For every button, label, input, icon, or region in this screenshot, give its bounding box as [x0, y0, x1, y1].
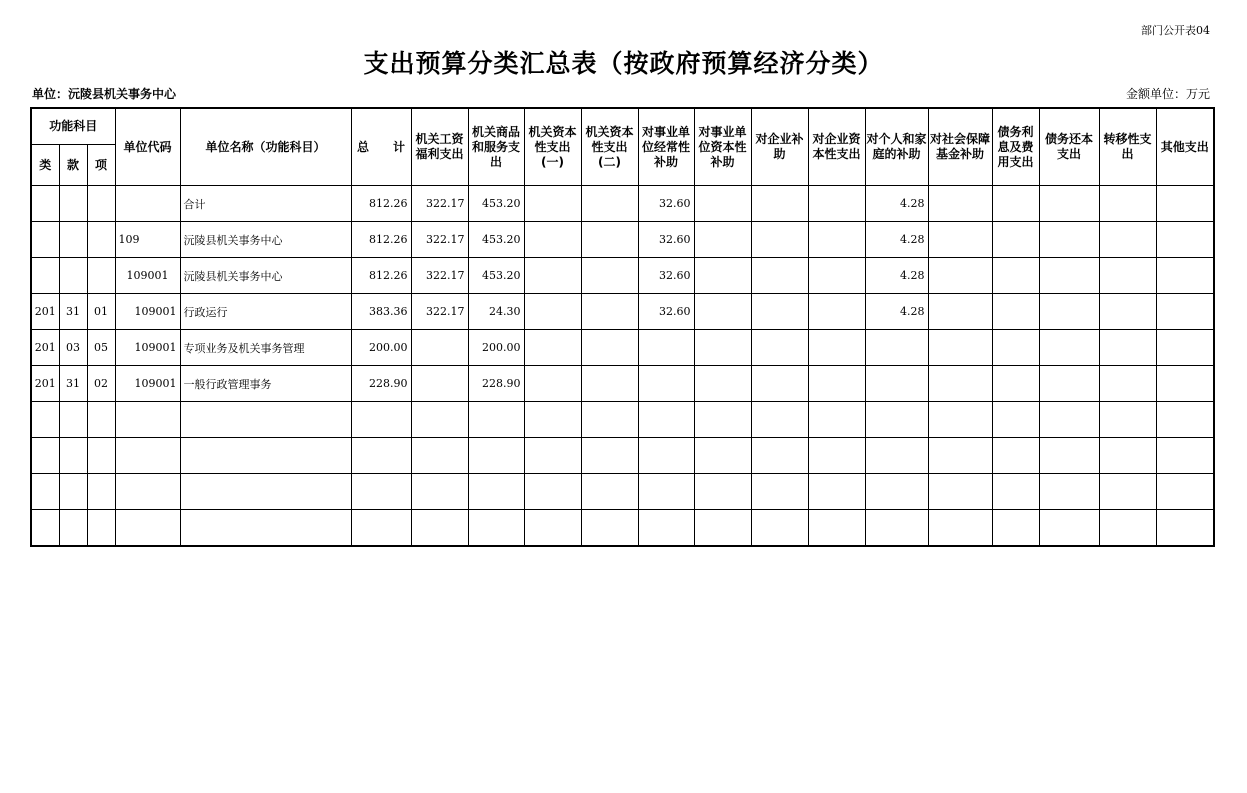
empty-cell — [581, 438, 638, 474]
empty-cell — [524, 474, 581, 510]
header-c14: 其他支出 — [1156, 108, 1214, 186]
cell-c1: 322.17 — [411, 294, 468, 330]
cell-name: 合计 — [180, 186, 351, 222]
cell-c13 — [1099, 186, 1156, 222]
cell-c11 — [992, 258, 1039, 294]
cell-kuan: 31 — [59, 294, 87, 330]
cell-c8 — [808, 366, 865, 402]
budget-table — [30, 107, 1215, 547]
cell-c7 — [751, 366, 808, 402]
cell-c6 — [694, 366, 751, 402]
table-row — [31, 366, 1214, 402]
cell-c7 — [751, 330, 808, 366]
cell-lei: 201 — [31, 330, 59, 366]
empty-row — [31, 438, 1214, 474]
empty-cell — [928, 474, 992, 510]
cell-code: 109001 — [115, 258, 180, 294]
header-xiang: 项 — [87, 145, 115, 186]
cell-c10 — [928, 366, 992, 402]
table-row — [31, 330, 1214, 366]
cell-c1: 322.17 — [411, 222, 468, 258]
empty-cell — [1039, 510, 1099, 547]
cell-c3 — [524, 186, 581, 222]
cell-lei — [31, 258, 59, 294]
header-c8: 对企业资本性支出 — [808, 108, 865, 186]
cell-c7 — [751, 258, 808, 294]
empty-cell — [638, 438, 694, 474]
empty-cell — [694, 402, 751, 438]
cell-c8 — [808, 258, 865, 294]
cell-code: 109001 — [115, 366, 180, 402]
cell-code: 109 — [115, 222, 180, 258]
header-c1: 机关工资福利支出 — [411, 108, 468, 186]
empty-cell — [808, 402, 865, 438]
empty-cell — [31, 510, 59, 547]
header-c13: 转移性支出 — [1099, 108, 1156, 186]
cell-xiang: 05 — [87, 330, 115, 366]
cell-c12 — [1039, 366, 1099, 402]
cell-c10 — [928, 330, 992, 366]
empty-cell — [1156, 402, 1214, 438]
cell-total: 228.90 — [351, 366, 411, 402]
cell-c12 — [1039, 258, 1099, 294]
unit-label: 单位：沅陵县机关事务中心 — [32, 87, 177, 101]
empty-cell — [411, 402, 468, 438]
cell-c4 — [581, 366, 638, 402]
header-func-subject: 功能科目 — [31, 108, 115, 145]
cell-c14 — [1156, 330, 1214, 366]
cell-total: 383.36 — [351, 294, 411, 330]
cell-c4 — [581, 330, 638, 366]
empty-cell — [694, 474, 751, 510]
empty-cell — [115, 402, 180, 438]
empty-cell — [992, 474, 1039, 510]
empty-cell — [638, 474, 694, 510]
empty-cell — [928, 510, 992, 547]
cell-c10 — [928, 258, 992, 294]
empty-cell — [581, 474, 638, 510]
empty-cell — [694, 438, 751, 474]
empty-cell — [351, 510, 411, 547]
empty-cell — [115, 510, 180, 547]
empty-cell — [87, 438, 115, 474]
table-row — [31, 258, 1214, 294]
empty-cell — [524, 402, 581, 438]
cell-c6 — [694, 294, 751, 330]
cell-c12 — [1039, 186, 1099, 222]
table-row — [31, 294, 1214, 330]
cell-c14 — [1156, 294, 1214, 330]
empty-cell — [694, 510, 751, 547]
empty-cell — [992, 510, 1039, 547]
cell-c7 — [751, 294, 808, 330]
empty-cell — [1156, 474, 1214, 510]
empty-cell — [87, 474, 115, 510]
cell-c11 — [992, 330, 1039, 366]
cell-c1: 322.17 — [411, 258, 468, 294]
empty-cell — [115, 438, 180, 474]
cell-code — [115, 186, 180, 222]
cell-c8 — [808, 294, 865, 330]
cell-c3 — [524, 258, 581, 294]
cell-c9: 4.28 — [865, 258, 928, 294]
header-kuan: 款 — [59, 145, 87, 186]
empty-cell — [1099, 438, 1156, 474]
cell-xiang: 01 — [87, 294, 115, 330]
cell-c1 — [411, 330, 468, 366]
cell-c11 — [992, 186, 1039, 222]
cell-c13 — [1099, 258, 1156, 294]
cell-c9: 4.28 — [865, 186, 928, 222]
header-c5: 对事业单位经常性补助 — [638, 108, 694, 186]
empty-cell — [180, 438, 351, 474]
cell-kuan — [59, 222, 87, 258]
empty-cell — [411, 510, 468, 547]
empty-cell — [59, 510, 87, 547]
empty-cell — [865, 438, 928, 474]
header-total: 总 计 — [351, 108, 411, 186]
empty-cell — [751, 510, 808, 547]
empty-cell — [411, 438, 468, 474]
cell-total: 200.00 — [351, 330, 411, 366]
cell-c3 — [524, 294, 581, 330]
cell-c10 — [928, 222, 992, 258]
cell-c9: 4.28 — [865, 222, 928, 258]
header-unit-code: 单位代码 — [115, 108, 180, 186]
cell-c6 — [694, 222, 751, 258]
empty-cell — [1039, 402, 1099, 438]
cell-c14 — [1156, 186, 1214, 222]
empty-cell — [180, 510, 351, 547]
cell-c4 — [581, 294, 638, 330]
empty-cell — [524, 510, 581, 547]
cell-c3 — [524, 330, 581, 366]
cell-c7 — [751, 186, 808, 222]
cell-c14 — [1156, 366, 1214, 402]
cell-c13 — [1099, 294, 1156, 330]
cell-c9 — [865, 366, 928, 402]
empty-cell — [808, 438, 865, 474]
cell-xiang — [87, 186, 115, 222]
empty-cell — [180, 402, 351, 438]
header-c2: 机关商品和服务支出 — [468, 108, 524, 186]
cell-xiang: 02 — [87, 366, 115, 402]
cell-c8 — [808, 330, 865, 366]
cell-xiang — [87, 258, 115, 294]
empty-cell — [751, 438, 808, 474]
empty-cell — [581, 510, 638, 547]
empty-cell — [87, 402, 115, 438]
cell-c3 — [524, 366, 581, 402]
empty-cell — [87, 510, 115, 547]
cell-c14 — [1156, 222, 1214, 258]
header-c4: 机关资本性支出(二) — [581, 108, 638, 186]
cell-c2: 453.20 — [468, 186, 524, 222]
cell-c11 — [992, 366, 1039, 402]
empty-cell — [1099, 510, 1156, 547]
cell-c8 — [808, 186, 865, 222]
empty-row — [31, 474, 1214, 510]
empty-cell — [808, 474, 865, 510]
header-c10: 对社会保障基金补助 — [928, 108, 992, 186]
cell-lei — [31, 222, 59, 258]
cell-c11 — [992, 222, 1039, 258]
empty-row — [31, 510, 1214, 547]
cell-total: 812.26 — [351, 186, 411, 222]
cell-c5 — [638, 330, 694, 366]
header-c7: 对企业补助 — [751, 108, 808, 186]
empty-cell — [638, 510, 694, 547]
cell-c13 — [1099, 366, 1156, 402]
header-unit-name: 单位名称（功能科目） — [180, 108, 351, 186]
header-c12: 债务还本支出 — [1039, 108, 1099, 186]
header-lei: 类 — [31, 145, 59, 186]
cell-c7 — [751, 222, 808, 258]
cell-c2: 453.20 — [468, 222, 524, 258]
empty-cell — [928, 438, 992, 474]
cell-c6 — [694, 258, 751, 294]
cell-c2: 200.00 — [468, 330, 524, 366]
cell-c2: 228.90 — [468, 366, 524, 402]
empty-cell — [751, 402, 808, 438]
empty-cell — [468, 402, 524, 438]
empty-cell — [865, 402, 928, 438]
cell-name: 一般行政管理事务 — [180, 366, 351, 402]
empty-cell — [928, 402, 992, 438]
cell-kuan — [59, 186, 87, 222]
cell-c5: 32.60 — [638, 258, 694, 294]
empty-cell — [180, 474, 351, 510]
cell-lei: 201 — [31, 294, 59, 330]
cell-kuan: 03 — [59, 330, 87, 366]
cell-c2: 24.30 — [468, 294, 524, 330]
cell-xiang — [87, 222, 115, 258]
empty-row — [31, 402, 1214, 438]
cell-c10 — [928, 294, 992, 330]
empty-cell — [351, 402, 411, 438]
empty-cell — [1039, 474, 1099, 510]
empty-cell — [59, 438, 87, 474]
empty-cell — [638, 402, 694, 438]
cell-c13 — [1099, 330, 1156, 366]
empty-cell — [865, 510, 928, 547]
table-number-label: 部门公开表04 — [1141, 24, 1210, 37]
empty-cell — [31, 474, 59, 510]
cell-c3 — [524, 222, 581, 258]
empty-cell — [31, 402, 59, 438]
table-row — [31, 186, 1214, 222]
cell-name: 沅陵县机关事务中心 — [180, 258, 351, 294]
empty-cell — [59, 402, 87, 438]
cell-c1: 322.17 — [411, 186, 468, 222]
empty-cell — [351, 438, 411, 474]
cell-c5 — [638, 366, 694, 402]
cell-lei: 201 — [31, 366, 59, 402]
empty-cell — [992, 438, 1039, 474]
cell-c5: 32.60 — [638, 294, 694, 330]
cell-c11 — [992, 294, 1039, 330]
empty-cell — [468, 510, 524, 547]
empty-cell — [581, 402, 638, 438]
cell-kuan — [59, 258, 87, 294]
header-c9: 对个人和家庭的补助 — [865, 108, 928, 186]
cell-name: 沅陵县机关事务中心 — [180, 222, 351, 258]
cell-c12 — [1039, 330, 1099, 366]
page-title: 支出预算分类汇总表（按政府预算经济分类） — [363, 49, 884, 78]
table-row — [31, 222, 1214, 258]
header-c6: 对事业单位资本性补助 — [694, 108, 751, 186]
empty-cell — [1156, 510, 1214, 547]
cell-name: 行政运行 — [180, 294, 351, 330]
header-c11: 债务利息及费用支出 — [992, 108, 1039, 186]
empty-cell — [808, 510, 865, 547]
empty-cell — [468, 474, 524, 510]
empty-cell — [524, 438, 581, 474]
empty-cell — [59, 474, 87, 510]
empty-cell — [115, 474, 180, 510]
cell-c6 — [694, 186, 751, 222]
cell-c10 — [928, 186, 992, 222]
empty-cell — [1156, 438, 1214, 474]
cell-c14 — [1156, 258, 1214, 294]
cell-c2: 453.20 — [468, 258, 524, 294]
cell-c1 — [411, 366, 468, 402]
cell-c13 — [1099, 222, 1156, 258]
cell-name: 专项业务及机关事务管理 — [180, 330, 351, 366]
amount-unit-label: 金额单位：万元 — [1125, 87, 1210, 101]
cell-code: 109001 — [115, 330, 180, 366]
cell-c4 — [581, 258, 638, 294]
cell-c9 — [865, 330, 928, 366]
empty-cell — [1039, 438, 1099, 474]
cell-c5: 32.60 — [638, 186, 694, 222]
empty-cell — [411, 474, 468, 510]
empty-cell — [1099, 474, 1156, 510]
cell-kuan: 31 — [59, 366, 87, 402]
empty-cell — [31, 438, 59, 474]
cell-lei — [31, 186, 59, 222]
cell-total: 812.26 — [351, 258, 411, 294]
cell-c9: 4.28 — [865, 294, 928, 330]
cell-c12 — [1039, 222, 1099, 258]
cell-c8 — [808, 222, 865, 258]
cell-c4 — [581, 222, 638, 258]
cell-c12 — [1039, 294, 1099, 330]
empty-cell — [992, 402, 1039, 438]
cell-c5: 32.60 — [638, 222, 694, 258]
empty-cell — [865, 474, 928, 510]
empty-cell — [351, 474, 411, 510]
cell-code: 109001 — [115, 294, 180, 330]
cell-c4 — [581, 186, 638, 222]
empty-cell — [468, 438, 524, 474]
header-c3: 机关资本性支出(一) — [524, 108, 581, 186]
cell-total: 812.26 — [351, 222, 411, 258]
cell-c6 — [694, 330, 751, 366]
empty-cell — [751, 474, 808, 510]
empty-cell — [1099, 402, 1156, 438]
